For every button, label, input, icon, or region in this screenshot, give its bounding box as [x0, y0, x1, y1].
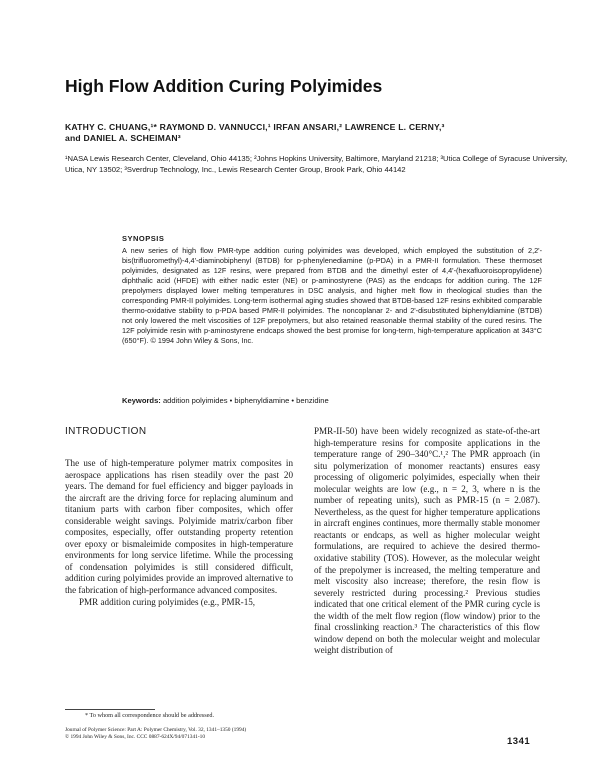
- left-column: [65, 458, 293, 608]
- authors-line-2: and DANIEL A. SCHEIMAN³: [65, 133, 181, 143]
- author-list: [65, 122, 575, 144]
- footnote-divider: [65, 709, 155, 710]
- authors-line-1: KATHY C. CHUANG,¹* RAYMOND D. VANNUCCI,¹ IRFAN ANSARI,² LAWRENCE L. CERNY,³: [65, 122, 445, 132]
- intro-paragraph-1: The use of high-temperature polymer matrix composites in aerospace applications has risen steadily over the past 20 years. The demand for fuel efficiency and bigger payloads in the aircraft are the driving force for replacing aluminum and titanium parts with carbon fiber composites, which offer considerable weight savings. Polyimide matrix/carbon fiber composites, especially, offer outstanding property retention over epoxy or bismaleimide composites in high-temperature environments for long service lifetime. While the processing of condensation polyimides is still considered difficult, addition curing polyimides provide an improved alternative to the fabrication of high-performance advanced composites.: [65, 458, 293, 596]
- footnote: * To whom all correspondence should be addressed.: [85, 712, 215, 719]
- keywords: [122, 396, 542, 405]
- journal-line-2: © 1994 John Wiley & Sons, Inc. CCC 0887-624X/94/071341-10: [65, 734, 206, 741]
- keywords-list: addition polyimides • biphenyldiamine • benzidine: [162, 396, 329, 405]
- intro-paragraph-continued: PMR-II-50) have been widely recognized as state-of-the-art high-temperature resins for composite applications in the temperature range of 290–340°C.¹,² The PMR approach (in situ polymerization of monomer reactants) ensures easy processing of oligomeric polyimides, especially when their molecular weights are low (e.g., n = 2, 3, where n is the number of repeating units), such as PMR-15 (n = 2.087). Nevertheless, as the quest for higher temperature applications in aircraft engines continues, more thermally stable monomer reactants or endcaps, as well as higher molecular weight formulations, are required to achieve the desired thermo-oxidative stability (TOS). However, as the molecular weight of the prepolymer is increased, the melting temperature and melt viscosity also increase; therefore, the resin flow is severely restricted during processing.² Previous studies indicated that one critical element of the PMR curing cycle is the width of the melt flow region (flow window) prior to the final crosslinking reaction.³ The characteristics of this flow window depend on both the molecular weight and molecular weight distribution of: [314, 426, 540, 656]
- synopsis-heading: SYNOPSIS: [122, 234, 165, 243]
- intro-paragraph-2: PMR addition curing polyimides (e.g., PMR-15,: [79, 596, 256, 607]
- journal-line-1: Journal of Polymer Science: Part A: Polymer Chemistry, Vol. 32, 1341–1350 (1994): [65, 727, 247, 733]
- keywords-label: Keywords:: [122, 396, 161, 405]
- synopsis-text: A new series of high flow PMR-type addition curing polyimides was developed, which employed the substitution of 2,2'-bis(trifluoromethyl)-4,4'-diaminobiphenyl (BTDB) for p-phenylenediamine (p-PDA) in a PMR-II formulation. These thermoset polyimides, designated as 12F resins, were prepared from BTDB and the dimethyl ester of 4,4'-(hexafluoroisopropylidene) diphthalic acid (HFDE) with either nadic ester (NE) or p-aminostyrene (PAS) as the endcaps for addition curing. The 12F prepolymers displayed lower melting temperatures in DSC analysis, and higher melt flow in rheological studies than the corresponding PMR-II polyimides. Long-term isothermal aging studies showed that BTDB-based 12F resins exhibited comparable thermo-oxidative stability to p-PDA based PMR-II polyimides. The noncoplanar 2- and 2'-disubstituted biphenyldiamine (BTDB) not only lowered the melt viscosities of 12F prepolymers, but also retained reasonable thermal stability of the cured resins. The 12F polyimide resin with p-aminostyrene endcaps showed the best promise for long-term, high-temperature application at 343°C (650°F). © 1994 John Wiley & Sons, Inc.: [122, 246, 542, 346]
- right-column: [314, 426, 540, 657]
- article-title: High Flow Addition Curing Polyimides: [65, 76, 383, 96]
- introduction-heading: INTRODUCTION: [65, 426, 147, 437]
- affiliations: ¹NASA Lewis Research Center, Cleveland, Ohio 44135; ²Johns Hopkins University, Baltimore, Maryland 21218; ³Utica College of Syracuse University, Utica, NY 13502; ³Sverdrup Technology, Inc., Lewis Research Center Group, Brook Park, Ohio 44142: [65, 154, 568, 175]
- page-number: 1341: [507, 736, 531, 747]
- journal-citation: [65, 727, 315, 741]
